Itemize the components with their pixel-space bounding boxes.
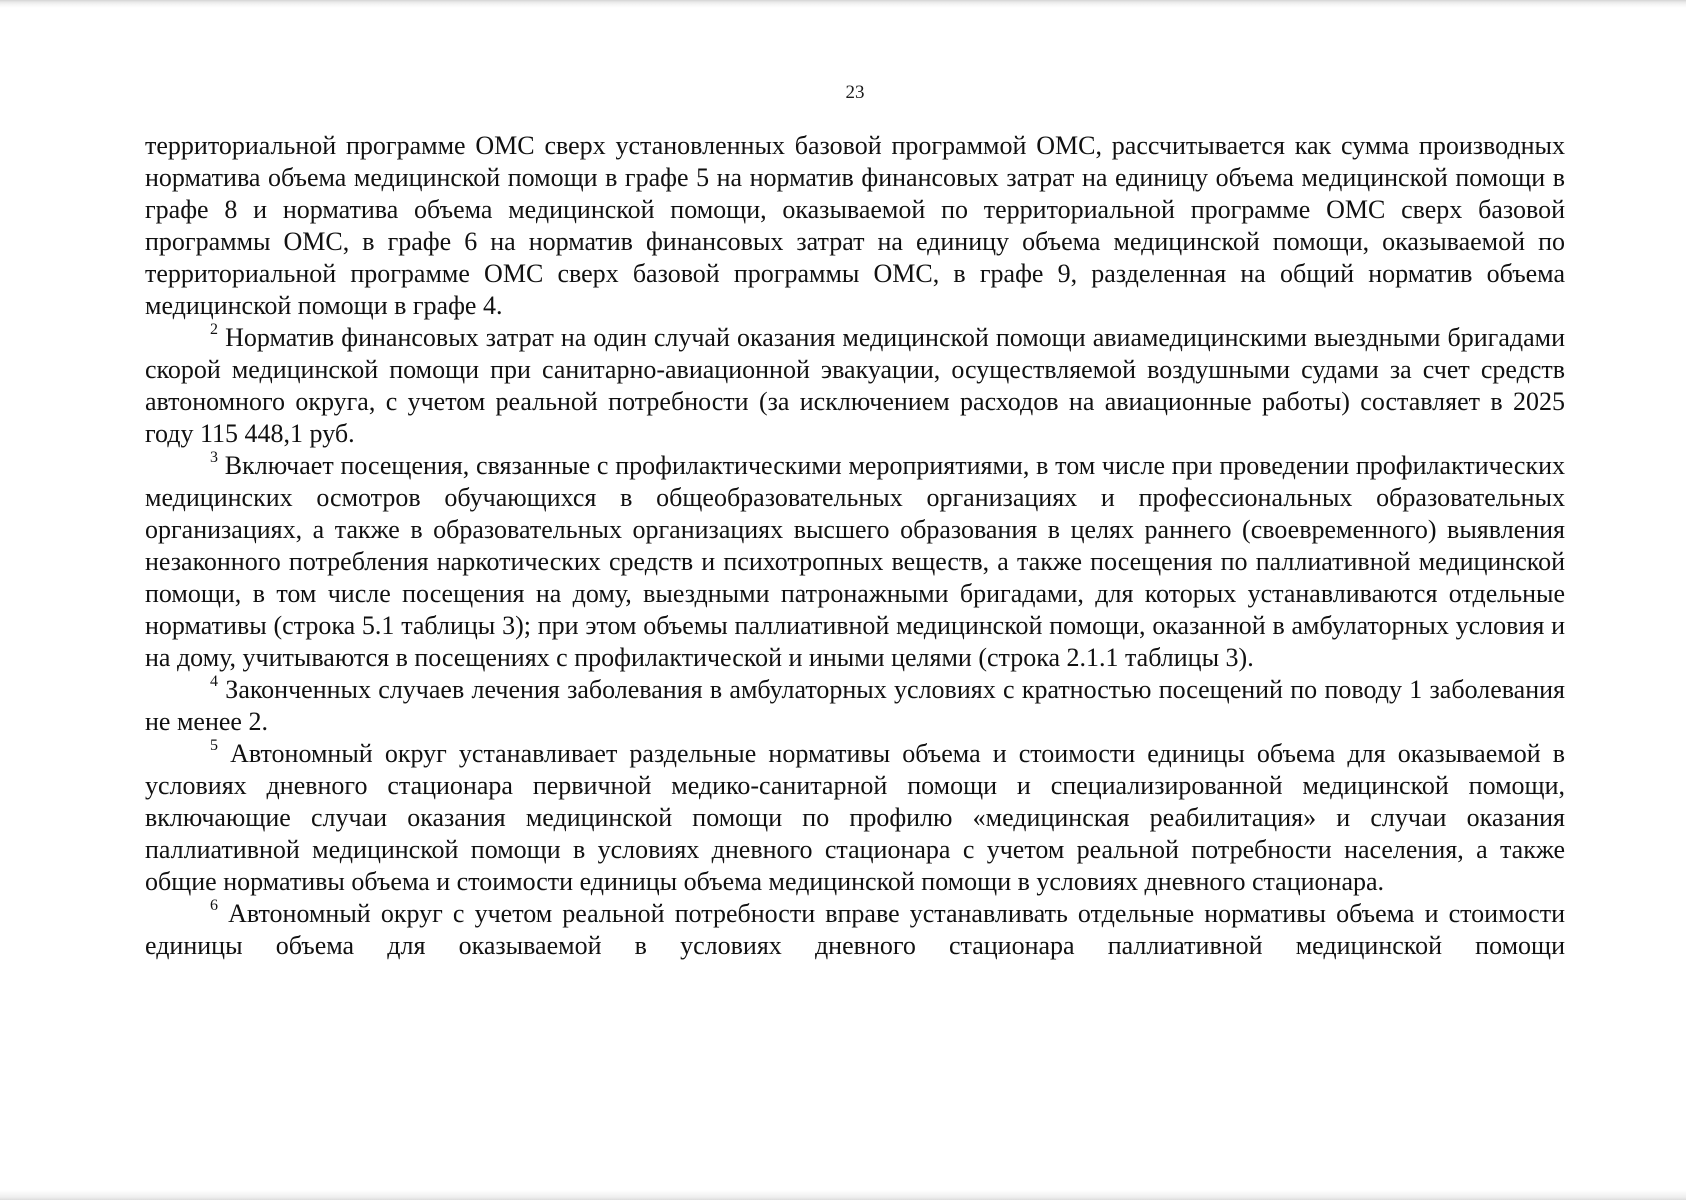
- footnote-marker: 4: [210, 673, 218, 691]
- footnote-5: [145, 738, 1565, 898]
- footnote-text: Автономный округ устанавливает раздельные нормативы объема и стоимости единицы объема для оказываемой в условиях дневного стационара первичной медико-санитарной помощи и специализированной медицинской помощи, включающие случаи оказания медицинской помощи по профилю «медицинская реабилитация» и случаи оказания паллиативной медицинской помощи в условиях дневного стационара с учетом реальной потребности населения, а также общие нормативы объема и стоимости единицы объема медицинской помощи в условиях дневного стационара.: [145, 739, 1566, 896]
- paragraph-continuation: [145, 130, 1565, 322]
- footnote-3: [145, 450, 1565, 674]
- footnote-4: [145, 674, 1565, 738]
- footnote-marker: 5: [210, 737, 218, 755]
- scan-edge-bottom: [0, 1190, 1686, 1200]
- footnote-6: [145, 898, 1565, 962]
- paragraph-text: территориальной программе ОМС сверх установленных базовой программой ОМС, рассчитывается как сумма производных норматива объема медицинской помощи в графе 5 на норматив финансовых затрат на единицу объема медицинской помощи в графе 8 и норматива объема медицинской помощи, оказываемой по территориальной программе ОМС сверх базовой программы ОМС, в графе 6 на норматив финансовых затрат на единицу объема медицинской помощи, оказываемой по территориальной программе ОМС сверх базовой программы ОМС, в графе 9, разделенная на общий норматив объема медицинской помощи в графе 4.: [145, 131, 1565, 320]
- footnote-text: Автономный округ с учетом реальной потребности вправе устанавливать отдельные нормативы объема и стоимости единицы объема для оказываемой в условиях дневного стационара паллиативной медицинской помощи: [145, 899, 1565, 960]
- scan-edge-top: [0, 0, 1686, 8]
- footnote-2: [145, 322, 1565, 450]
- footnote-marker: 3: [210, 449, 218, 467]
- footnote-marker: 6: [210, 897, 218, 915]
- footnote-text: Включает посещения, связанные с профилактическими мероприятиями, в том числе при проведении профилактических медицинских осмотров обучающихся в общеобразовательных организациях и профессиональных образовательных организациях, а также в образовательных организациях высшего образования в целях раннего (своевременного) выявления незаконного потребления наркотических средств и психотропных веществ, а также посещения по паллиативной медицинской помощи, в том числе посещения на дому, выездными патронажными бригадами, для которых устанавливаются отдельные нормативы (строка 5.1 таблицы 3); при этом объемы паллиативной медицинской помощи, оказанной в амбулаторных условия и на дому, учитываются в посещениях с профилактической и иными целями (строка 2.1.1 таблицы 3).: [145, 451, 1565, 672]
- page-number: 23: [845, 82, 865, 103]
- document-body: [145, 130, 1565, 962]
- footnote-marker: 2: [210, 321, 218, 339]
- footnote-text: Законченных случаев лечения заболевания в амбулаторных условиях с кратностью посещений по поводу 1 заболевания не менее 2.: [145, 675, 1566, 736]
- footnote-text: Норматив финансовых затрат на один случай оказания медицинской помощи авиамедицинскими выездными бригадами скорой медицинской помощи при санитарно-авиационной эвакуации, осуществляемой воздушными судами за счет средств автономного округа, с учетом реальной потребности (за исключением расходов на авиационные работы) составляет в 2025 году 115 448,1 руб.: [145, 323, 1566, 448]
